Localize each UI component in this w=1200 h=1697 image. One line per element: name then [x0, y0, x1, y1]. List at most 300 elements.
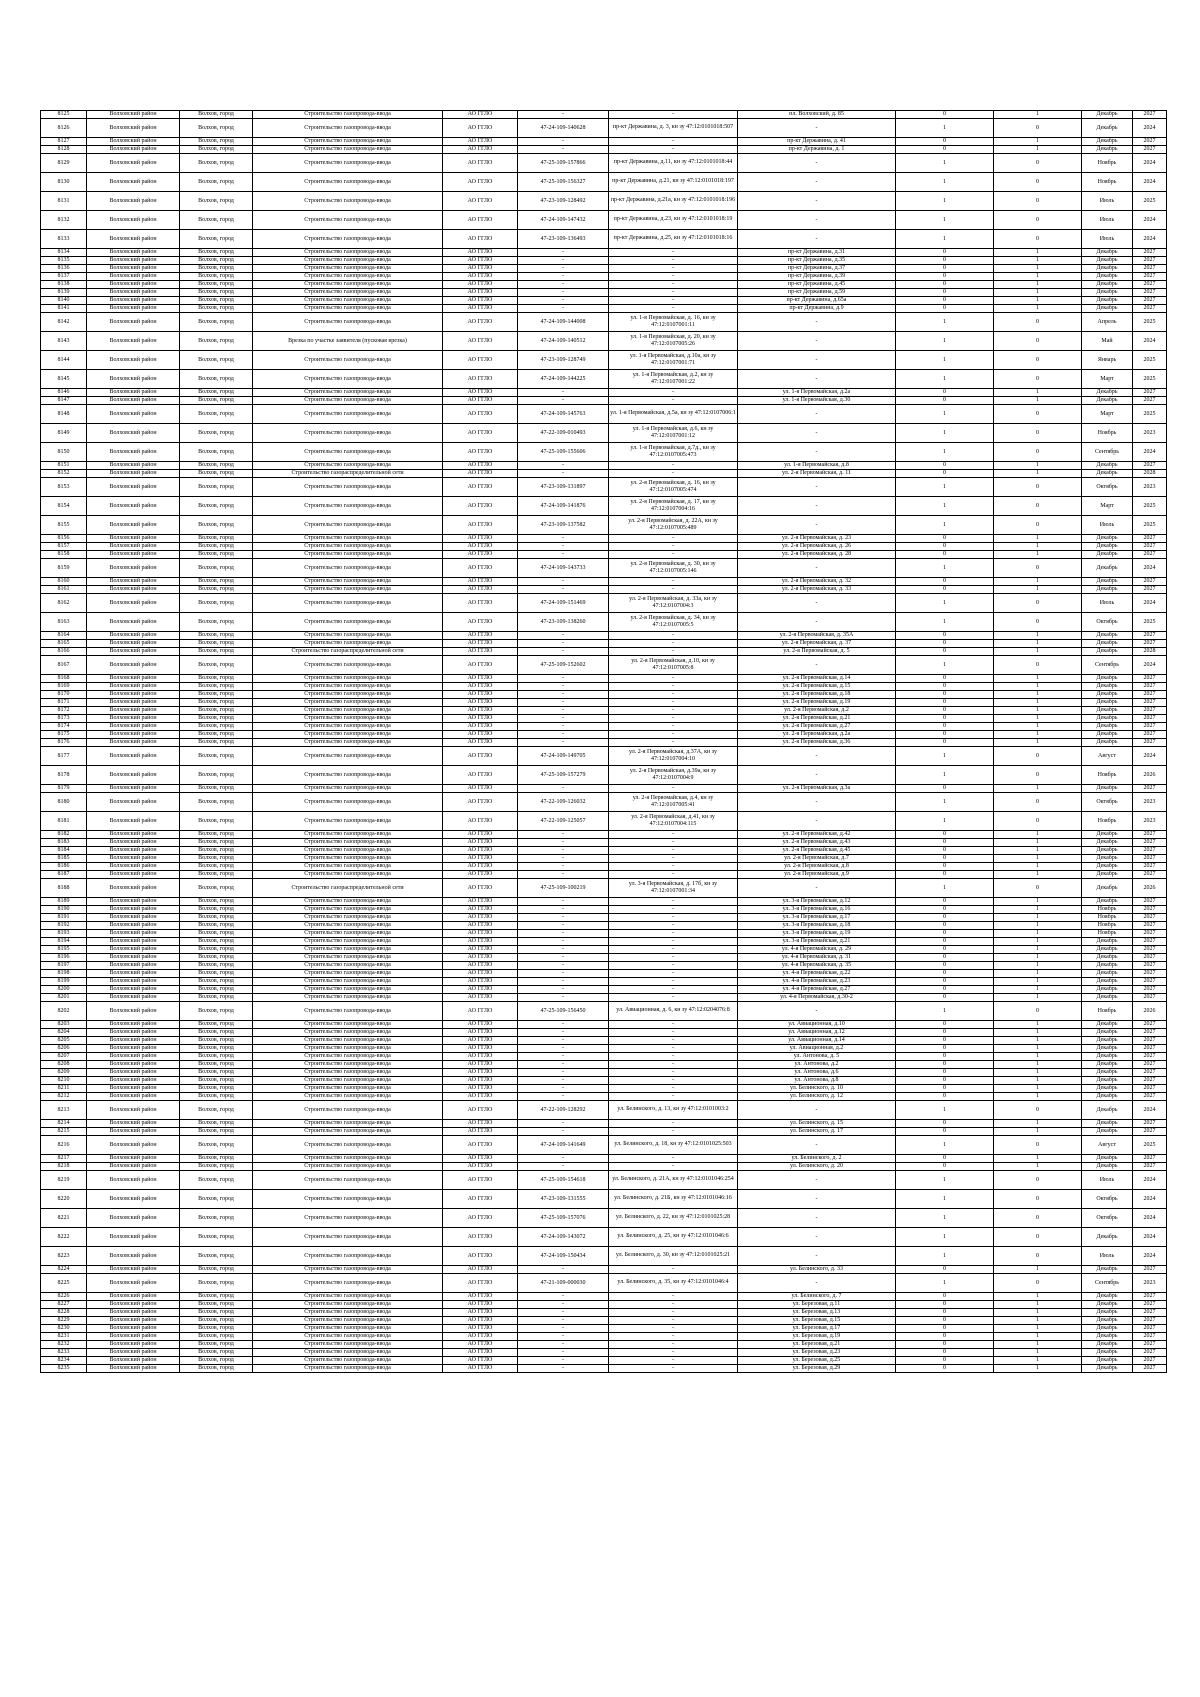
district-cell: Волховский район — [87, 1365, 180, 1373]
district-cell: Волховский район — [87, 793, 180, 812]
row-number-cell: 8183 — [41, 839, 87, 847]
count-a-cell: 1 — [896, 1002, 994, 1021]
settlement-cell: Волхов, город — [180, 613, 253, 632]
table-row — [41, 230, 1167, 249]
count-b-cell: 1 — [994, 914, 1082, 922]
district-cell: Волховский район — [87, 1266, 180, 1274]
table-row — [41, 922, 1167, 930]
count-b-cell: 1 — [994, 962, 1082, 970]
table-row — [41, 578, 1167, 586]
work-type-cell: Строительство газопровода-ввода — [253, 946, 443, 954]
address-cell: ул. Авиационная, д.10 — [738, 1021, 896, 1029]
organization-cell: АО ГГЛО — [443, 914, 518, 922]
application-number-cell: - — [518, 930, 609, 938]
address-cell: ул. Авиационная, д.12 — [738, 1029, 896, 1037]
settlement-cell: Волхов, город — [180, 1101, 253, 1120]
row-number-cell: 8216 — [41, 1136, 87, 1155]
row-number-cell: 8175 — [41, 731, 87, 739]
organization-cell: АО ГГЛО — [443, 683, 518, 691]
count-b-cell: 1 — [994, 1021, 1082, 1029]
count-b-cell: 1 — [994, 281, 1082, 289]
month-cell: Декабрь — [1082, 699, 1133, 707]
settlement-cell: Волхов, город — [180, 559, 253, 578]
district-cell: Волховский район — [87, 970, 180, 978]
district-cell: Волховский район — [87, 462, 180, 470]
cadastral-address-cell: ул. 1-я Первомайская, д.7д., кн зу 47:12:0107005:473 — [609, 443, 738, 462]
work-type-cell: Строительство газопровода-ввода — [253, 146, 443, 154]
count-b-cell: 0 — [994, 173, 1082, 192]
month-cell: Декабрь — [1082, 785, 1133, 793]
work-type-cell: Строительство газопровода-ввода — [253, 313, 443, 332]
count-b-cell: 0 — [994, 1228, 1082, 1247]
application-number-cell: - — [518, 723, 609, 731]
table-row — [41, 1045, 1167, 1053]
district-cell: Волховский район — [87, 1021, 180, 1029]
work-type-cell: Строительство газопровода-ввода — [253, 675, 443, 683]
count-a-cell: 1 — [896, 793, 994, 812]
count-b-cell: 1 — [994, 1349, 1082, 1357]
address-cell: ул. Березовая, д.29 — [738, 1365, 896, 1373]
settlement-cell: Волхов, город — [180, 1365, 253, 1373]
address-cell: ул. 2-я Первомайская, д.2а — [738, 731, 896, 739]
application-number-cell: - — [518, 1128, 609, 1136]
cadastral-address-cell: ул. 1-я Первомайская, д. 20, кн зу 47:12:0107005:26 — [609, 332, 738, 351]
cadastral-address-cell: - — [609, 1301, 738, 1309]
count-b-cell: 1 — [994, 839, 1082, 847]
address-cell: ул. Березовая, д.23 — [738, 1349, 896, 1357]
count-b-cell: 0 — [994, 497, 1082, 516]
month-cell: Декабрь — [1082, 249, 1133, 257]
count-a-cell: 0 — [896, 648, 994, 656]
row-number-cell: 8234 — [41, 1357, 87, 1365]
organization-cell: АО ГГЛО — [443, 715, 518, 723]
district-cell: Волховский район — [87, 1309, 180, 1317]
month-cell: Март — [1082, 497, 1133, 516]
address-cell: ул. 2-я Первомайская, д. 32 — [738, 578, 896, 586]
organization-cell: АО ГГЛО — [443, 1333, 518, 1341]
row-number-cell: 8205 — [41, 1037, 87, 1045]
month-cell: Декабрь — [1082, 586, 1133, 594]
count-a-cell: 0 — [896, 715, 994, 723]
district-cell: Волховский район — [87, 1247, 180, 1266]
district-cell: Волховский район — [87, 192, 180, 211]
count-a-cell: 0 — [896, 551, 994, 559]
count-b-cell: 1 — [994, 871, 1082, 879]
table-row — [41, 297, 1167, 305]
district-cell: Волховский район — [87, 1209, 180, 1228]
organization-cell: АО ГГЛО — [443, 578, 518, 586]
organization-cell: АО ГГЛО — [443, 543, 518, 551]
application-number-cell: - — [518, 586, 609, 594]
row-number-cell: 8196 — [41, 954, 87, 962]
table-row — [41, 683, 1167, 691]
application-number-cell: - — [518, 138, 609, 146]
table-row — [41, 265, 1167, 273]
cadastral-address-cell: - — [609, 954, 738, 962]
cadastral-address-cell: ул. 2-я Первомайская, д.41, кн зу 47:12:0107004:115 — [609, 812, 738, 831]
organization-cell: АО ГГЛО — [443, 1266, 518, 1274]
district-cell: Волховский район — [87, 1341, 180, 1349]
month-cell: Декабрь — [1082, 632, 1133, 640]
table-row — [41, 632, 1167, 640]
row-number-cell: 8142 — [41, 313, 87, 332]
application-number-cell: - — [518, 1053, 609, 1061]
month-cell: Декабрь — [1082, 281, 1133, 289]
organization-cell: АО ГГЛО — [443, 1190, 518, 1209]
work-type-cell: Строительство газопровода-ввода — [253, 715, 443, 723]
settlement-cell: Волхов, город — [180, 138, 253, 146]
month-cell: Декабрь — [1082, 1341, 1133, 1349]
work-type-cell: Строительство газопровода-ввода — [253, 898, 443, 906]
table-row — [41, 192, 1167, 211]
month-cell: Ноябрь — [1082, 154, 1133, 173]
table-row — [41, 1128, 1167, 1136]
cadastral-address-cell: - — [609, 930, 738, 938]
cadastral-address-cell: - — [609, 707, 738, 715]
organization-cell: АО ГГЛО — [443, 281, 518, 289]
address-cell: ул. Белинского, д. 7 — [738, 1293, 896, 1301]
month-cell: Июль — [1082, 1247, 1133, 1266]
table-row — [41, 462, 1167, 470]
count-a-cell: 0 — [896, 1341, 994, 1349]
cadastral-address-cell: ул. 2-я Первомайская, д.39а, кн зу 47:12:0107004:9 — [609, 766, 738, 785]
settlement-cell: Волхов, город — [180, 173, 253, 192]
organization-cell: АО ГГЛО — [443, 389, 518, 397]
application-number-cell: - — [518, 578, 609, 586]
table-row — [41, 370, 1167, 389]
cadastral-address-cell: ул. 2-я Первомайская, д.37А, кн зу 47:12:0107004:10 — [609, 747, 738, 766]
settlement-cell: Волхов, город — [180, 211, 253, 230]
work-type-cell: Строительство газопровода-ввода — [253, 230, 443, 249]
count-b-cell: 0 — [994, 747, 1082, 766]
row-number-cell: 8210 — [41, 1077, 87, 1085]
month-cell: Декабрь — [1082, 1163, 1133, 1171]
count-b-cell: 1 — [994, 632, 1082, 640]
organization-cell: АО ГГЛО — [443, 1136, 518, 1155]
count-a-cell: 0 — [896, 1293, 994, 1301]
year-cell: 2027 — [1133, 954, 1167, 962]
count-b-cell: 1 — [994, 1317, 1082, 1325]
settlement-cell: Волхов, город — [180, 1002, 253, 1021]
address-cell: пр-кт Державина, д.59 — [738, 289, 896, 297]
district-cell: Волховский район — [87, 938, 180, 946]
row-number-cell: 8157 — [41, 543, 87, 551]
month-cell: Декабрь — [1082, 898, 1133, 906]
count-b-cell: 0 — [994, 119, 1082, 138]
cadastral-address-cell: ул. 2-я Первомайская, д.4, кн зу 47:12:0107005:41 — [609, 793, 738, 812]
table-row — [41, 478, 1167, 497]
work-type-cell: Строительство газопровода-ввода — [253, 1053, 443, 1061]
gasification-plan-table — [40, 110, 1167, 1373]
district-cell: Волховский район — [87, 516, 180, 535]
district-cell: Волховский район — [87, 313, 180, 332]
table-row — [41, 397, 1167, 405]
address-cell: ул. 1-я Первомайская, д.8 — [738, 462, 896, 470]
organization-cell: АО ГГЛО — [443, 1053, 518, 1061]
year-cell: 2024 — [1133, 1190, 1167, 1209]
organization-cell: АО ГГЛО — [443, 766, 518, 785]
address-cell: ул. 2-я Первомайская, д. 35А — [738, 632, 896, 640]
count-b-cell: 1 — [994, 715, 1082, 723]
application-number-cell: - — [518, 1077, 609, 1085]
organization-cell: АО ГГЛО — [443, 986, 518, 994]
year-cell: 2027 — [1133, 994, 1167, 1002]
year-cell: 2024 — [1133, 1209, 1167, 1228]
application-number-cell: - — [518, 1349, 609, 1357]
table-row — [41, 1021, 1167, 1029]
address-cell: - — [738, 1228, 896, 1247]
table-row — [41, 766, 1167, 785]
cadastral-address-cell: - — [609, 978, 738, 986]
organization-cell: АО ГГЛО — [443, 632, 518, 640]
month-cell: Декабрь — [1082, 871, 1133, 879]
district-cell: Волховский район — [87, 1045, 180, 1053]
application-number-cell: - — [518, 543, 609, 551]
address-cell: ул. 2-я Первомайская, д.15 — [738, 683, 896, 691]
count-b-cell: 0 — [994, 656, 1082, 675]
application-number-cell: 47-21-109-000030 — [518, 1274, 609, 1293]
table-row — [41, 138, 1167, 146]
count-b-cell: 1 — [994, 1053, 1082, 1061]
table-row — [41, 1341, 1167, 1349]
settlement-cell: Волхов, город — [180, 389, 253, 397]
count-b-cell: 0 — [994, 1274, 1082, 1293]
organization-cell: АО ГГЛО — [443, 1037, 518, 1045]
row-number-cell: 8174 — [41, 723, 87, 731]
table-row — [41, 1093, 1167, 1101]
cadastral-address-cell: - — [609, 731, 738, 739]
address-cell: - — [738, 594, 896, 613]
month-cell: Декабрь — [1082, 731, 1133, 739]
count-b-cell: 1 — [994, 683, 1082, 691]
settlement-cell: Волхов, город — [180, 898, 253, 906]
month-cell: Декабрь — [1082, 938, 1133, 946]
count-b-cell: 1 — [994, 675, 1082, 683]
count-a-cell: 0 — [896, 1266, 994, 1274]
organization-cell: АО ГГЛО — [443, 675, 518, 683]
year-cell: 2027 — [1133, 906, 1167, 914]
work-type-cell: Строительство газопровода-ввода — [253, 1325, 443, 1333]
count-a-cell: 0 — [896, 1093, 994, 1101]
address-cell: - — [738, 351, 896, 370]
cadastral-address-cell: - — [609, 785, 738, 793]
month-cell: Октябрь — [1082, 478, 1133, 497]
district-cell: Волховский район — [87, 1190, 180, 1209]
address-cell: ул. 2-я Первомайская, д. 37 — [738, 640, 896, 648]
district-cell: Волховский район — [87, 839, 180, 847]
address-cell: ул. Березовая, д.25 — [738, 1357, 896, 1365]
organization-cell: АО ГГЛО — [443, 289, 518, 297]
application-number-cell: - — [518, 1045, 609, 1053]
cadastral-address-cell: - — [609, 289, 738, 297]
table-row — [41, 1228, 1167, 1247]
organization-cell: АО ГГЛО — [443, 173, 518, 192]
cadastral-address-cell: - — [609, 970, 738, 978]
work-type-cell: Строительство газопровода-ввода — [253, 785, 443, 793]
year-cell: 2027 — [1133, 1045, 1167, 1053]
cadastral-address-cell: ул. Белинского, д. 18, кн зу 47:12:0101025:503 — [609, 1136, 738, 1155]
month-cell: Июль — [1082, 230, 1133, 249]
work-type-cell: Строительство газопровода-ввода — [253, 747, 443, 766]
count-b-cell: 1 — [994, 1301, 1082, 1309]
cadastral-address-cell: ул. 1-я Первомайская, д.2, кн зу 47:12:0107001:22 — [609, 370, 738, 389]
settlement-cell: Волхов, город — [180, 1085, 253, 1093]
month-cell: Август — [1082, 747, 1133, 766]
year-cell: 2027 — [1133, 785, 1167, 793]
district-cell: Волховский район — [87, 812, 180, 831]
table-row — [41, 986, 1167, 994]
settlement-cell: Волхов, город — [180, 146, 253, 154]
settlement-cell: Волхов, город — [180, 443, 253, 462]
row-number-cell: 8186 — [41, 863, 87, 871]
settlement-cell: Волхов, город — [180, 812, 253, 831]
table-row — [41, 871, 1167, 879]
organization-cell: АО ГГЛО — [443, 962, 518, 970]
work-type-cell: Строительство газораспределительной сети — [253, 470, 443, 478]
month-cell: Декабрь — [1082, 578, 1133, 586]
month-cell: Ноябрь — [1082, 424, 1133, 443]
district-cell: Волховский район — [87, 154, 180, 173]
application-number-cell: - — [518, 1309, 609, 1317]
organization-cell: АО ГГЛО — [443, 594, 518, 613]
cadastral-address-cell: - — [609, 249, 738, 257]
district-cell: Волховский район — [87, 543, 180, 551]
count-b-cell: 0 — [994, 443, 1082, 462]
settlement-cell: Волхов, город — [180, 970, 253, 978]
work-type-cell: Строительство газопровода-ввода — [253, 535, 443, 543]
table-row — [41, 898, 1167, 906]
address-cell: ул. Березовая, д.11 — [738, 1301, 896, 1309]
address-cell: - — [738, 211, 896, 230]
table-row — [41, 313, 1167, 332]
work-type-cell: Строительство газопровода-ввода — [253, 594, 443, 613]
application-number-cell: - — [518, 839, 609, 847]
work-type-cell: Строительство газопровода-ввода — [253, 793, 443, 812]
address-cell: ул. Антонова, д.2 — [738, 1061, 896, 1069]
settlement-cell: Волхов, город — [180, 192, 253, 211]
month-cell: Сентябрь — [1082, 656, 1133, 675]
work-type-cell: Строительство газопровода-ввода — [253, 289, 443, 297]
address-cell: пр-кт Державина, д.35 — [738, 257, 896, 265]
organization-cell: АО ГГЛО — [443, 656, 518, 675]
year-cell: 2027 — [1133, 707, 1167, 715]
district-cell: Волховский район — [87, 731, 180, 739]
settlement-cell: Волхов, город — [180, 424, 253, 443]
year-cell: 2027 — [1133, 1069, 1167, 1077]
settlement-cell: Волхов, город — [180, 249, 253, 257]
application-number-cell: 47-24-109-144008 — [518, 313, 609, 332]
address-cell: - — [738, 812, 896, 831]
settlement-cell: Волхов, город — [180, 273, 253, 281]
district-cell: Волховский район — [87, 1228, 180, 1247]
table-row — [41, 1309, 1167, 1317]
year-cell: 2027 — [1133, 922, 1167, 930]
organization-cell: АО ГГЛО — [443, 230, 518, 249]
year-cell: 2027 — [1133, 855, 1167, 863]
count-a-cell: 1 — [896, 516, 994, 535]
organization-cell: АО ГГЛО — [443, 707, 518, 715]
count-b-cell: 1 — [994, 289, 1082, 297]
district-cell: Волховский район — [87, 675, 180, 683]
application-number-cell: - — [518, 785, 609, 793]
organization-cell: АО ГГЛО — [443, 397, 518, 405]
row-number-cell: 8230 — [41, 1325, 87, 1333]
organization-cell: АО ГГЛО — [443, 613, 518, 632]
count-b-cell: 1 — [994, 699, 1082, 707]
row-number-cell: 8213 — [41, 1101, 87, 1120]
application-number-cell: 47-23-109-138260 — [518, 613, 609, 632]
cadastral-address-cell: ул. 2-я Первомайская, д. 17, кн зу 47:12:0107004:16 — [609, 497, 738, 516]
month-cell: Ноябрь — [1082, 173, 1133, 192]
district-cell: Волховский район — [87, 265, 180, 273]
address-cell: - — [738, 173, 896, 192]
district-cell: Волховский район — [87, 289, 180, 297]
organization-cell: АО ГГЛО — [443, 516, 518, 535]
district-cell: Волховский район — [87, 559, 180, 578]
table-row — [41, 1349, 1167, 1357]
cadastral-address-cell: ул. Авиационная, д. 6, кн зу 47:12:0204076:8 — [609, 1002, 738, 1021]
table-row — [41, 497, 1167, 516]
organization-cell: АО ГГЛО — [443, 1128, 518, 1136]
row-number-cell: 8231 — [41, 1333, 87, 1341]
table-row — [41, 855, 1167, 863]
work-type-cell: Строительство газопровода-ввода — [253, 1101, 443, 1120]
district-cell: Волховский район — [87, 1002, 180, 1021]
cadastral-address-cell: ул. 2-я Первомайская, д. 33а, кн зу 47:12:0107004:3 — [609, 594, 738, 613]
row-number-cell: 8203 — [41, 1021, 87, 1029]
work-type-cell: Строительство газопровода-ввода — [253, 559, 443, 578]
count-b-cell: 1 — [994, 1037, 1082, 1045]
application-number-cell: - — [518, 257, 609, 265]
table-row — [41, 1002, 1167, 1021]
table-row — [41, 1053, 1167, 1061]
row-number-cell: 8182 — [41, 831, 87, 839]
address-cell: ул. 2-я Первомайская, д. 5 — [738, 648, 896, 656]
year-cell: 2027 — [1133, 731, 1167, 739]
address-cell: - — [738, 443, 896, 462]
district-cell: Волховский район — [87, 715, 180, 723]
row-number-cell: 8171 — [41, 699, 87, 707]
cadastral-address-cell: ул. Белинского, д. 21Б, кн зу 47:12:0101046:16 — [609, 1190, 738, 1209]
settlement-cell: Волхов, город — [180, 405, 253, 424]
organization-cell: АО ГГЛО — [443, 1093, 518, 1101]
year-cell: 2027 — [1133, 1077, 1167, 1085]
cadastral-address-cell: - — [609, 962, 738, 970]
table-row — [41, 281, 1167, 289]
count-a-cell: 0 — [896, 691, 994, 699]
row-number-cell: 8154 — [41, 497, 87, 516]
application-number-cell: 47-25-109-157866 — [518, 154, 609, 173]
work-type-cell: Строительство газопровода-ввода — [253, 1002, 443, 1021]
application-number-cell: - — [518, 847, 609, 855]
cadastral-address-cell: ул. 2-я Первомайская, д. 34, кн зу 47:12:0107005:5 — [609, 613, 738, 632]
table-row — [41, 656, 1167, 675]
application-number-cell: 47-22-109-125057 — [518, 812, 609, 831]
month-cell: Май — [1082, 332, 1133, 351]
table-row — [41, 1325, 1167, 1333]
district-cell: Волховский район — [87, 594, 180, 613]
work-type-cell: Строительство газопровода-ввода — [253, 297, 443, 305]
district-cell: Волховский район — [87, 370, 180, 389]
month-cell: Январь — [1082, 351, 1133, 370]
month-cell: Декабрь — [1082, 1365, 1133, 1373]
count-b-cell: 0 — [994, 405, 1082, 424]
organization-cell: АО ГГЛО — [443, 1365, 518, 1373]
application-number-cell: - — [518, 265, 609, 273]
cadastral-address-cell: - — [609, 586, 738, 594]
work-type-cell: Строительство газопровода-ввода — [253, 551, 443, 559]
cadastral-address-cell: - — [609, 683, 738, 691]
